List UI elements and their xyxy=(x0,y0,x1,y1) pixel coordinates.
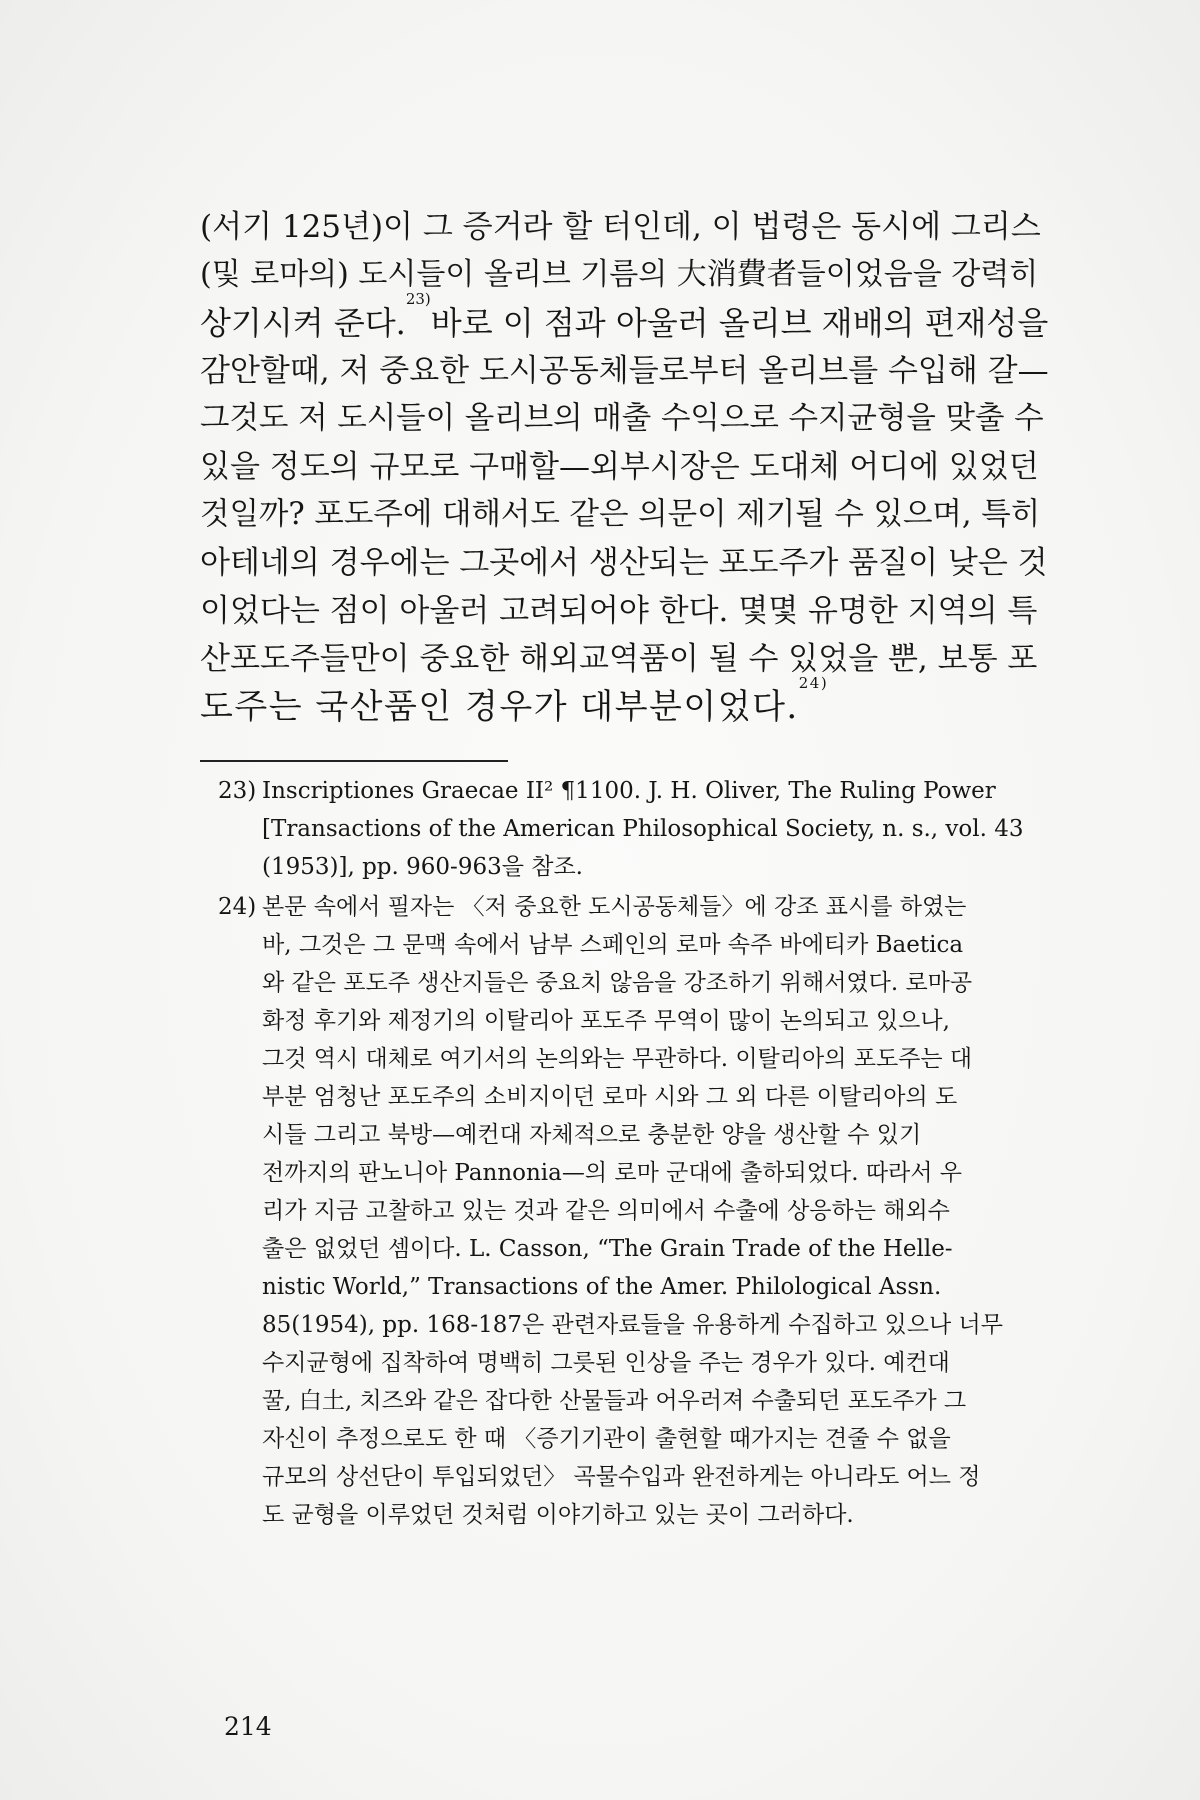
footnote-line: 자신이 추정으로도 한 때 〈증기기관이 출현할 때가지는 견줄 수 없을 xyxy=(262,1426,951,1452)
footnote-line: 시들 그리고 북방—예컨대 자체적으로 충분한 양을 생산할 수 있기 xyxy=(262,1122,922,1148)
footnote-line: [Transactions of the American Philosophical Society, n. s., vol. 43 xyxy=(262,816,1024,842)
footnote-line: 부분 엄청난 포도주의 소비지이던 로마 시와 그 외 다른 이탈리아의 도 xyxy=(262,1084,958,1110)
text-line: 아테네의 경우에는 그곳에서 생산되는 포도주가 품질이 낮은 것 xyxy=(200,545,1048,581)
footnote-number: 23) xyxy=(218,778,257,804)
text-line: (및 로마의) 도시들이 올리브 기름의 大消費者들이었음을 강력히 xyxy=(200,257,1039,292)
text-line xyxy=(200,290,1049,347)
text-line: 것일까? 포도주에 대해서도 같은 의문이 제기될 수 있으며, 특히 xyxy=(200,497,1041,532)
text-line: 산포도주들만이 중요한 해외교역품이 될 수 있었을 뿐, 보통 포 xyxy=(200,641,1038,677)
text-line: (서기 125년)이 그 증거라 할 터인데, 이 법령은 동시에 그리스 xyxy=(200,209,1041,245)
footnote-line: 출은 없었던 셈이다. L. Casson, “The Grain Trade of the Helle- xyxy=(262,1236,953,1262)
footnote-line: 본문 속에서 필자는 〈저 중요한 도시공동체들〉에 강조 표시를 하였는 xyxy=(262,894,967,920)
footnote-24 xyxy=(218,888,1048,1534)
footnote-line: 리가 지금 고찰하고 있는 것과 같은 의미에서 수출에 상응하는 해외수 xyxy=(262,1198,950,1224)
footnote-line: 그것 역시 대체로 여기서의 논의와는 무관하다. 이탈리아의 포도주는 대 xyxy=(262,1046,973,1072)
footnote-line: Inscriptiones Graecae II² ¶1100. J. H. Oliver, The Ruling Power xyxy=(262,778,996,804)
footnote-line: 전까지의 판노니아 Pannonia—의 로마 군대에 출하되었다. 따라서 우 xyxy=(262,1160,963,1186)
footnote-line: 도 균형을 이루었던 것처럼 이야기하고 있는 곳이 그러하다. xyxy=(262,1502,854,1528)
footnote-number: 24) xyxy=(218,894,257,920)
text-line-part: 도주는 국산품인 경우가 대부분이었다. xyxy=(200,687,799,727)
text-line-part: 바로 이 점과 아울러 올리브 재배의 편재성을 xyxy=(430,304,1049,342)
footnote-line: (1953)], pp. 960-963을 참조. xyxy=(262,854,583,880)
footnote-line: 와 같은 포도주 생산지들은 중요치 않음을 강조하기 위해서였다. 로마공 xyxy=(262,970,973,996)
text-line-part: 상기시켜 준다. xyxy=(200,304,406,342)
footnote-divider xyxy=(200,760,508,762)
footnote-line: 화정 후기와 제정기의 이탈리아 포도주 무역이 많이 논의되고 있으나, xyxy=(262,1008,950,1034)
footnote-line: 수지균형에 집착하여 명백히 그릇된 인상을 주는 경우가 있다. 예컨대 xyxy=(262,1350,950,1376)
footnote-line: 바, 그것은 그 문맥 속에서 남부 스페인의 로마 속주 바에티카 Baetica xyxy=(262,932,964,958)
main-text xyxy=(200,203,1048,731)
page-number: 214 xyxy=(224,1712,272,1741)
footnote-23 xyxy=(218,772,1048,886)
text-line: 감안할때, 저 중요한 도시공동체들로부터 올리브를 수입해 갈— xyxy=(200,353,1049,389)
text-line: 그것도 저 도시들이 올리브의 매출 수익으로 수지균형을 맞출 수 xyxy=(200,401,1044,436)
footnote-line: 꿀, 白土, 치즈와 같은 잡다한 산물들과 어우러져 수출되던 포도주가 그 xyxy=(262,1388,967,1414)
footnote-line: nistic World,” Transactions of the Amer. Philological Assn. xyxy=(262,1274,942,1300)
text-line xyxy=(200,674,1048,731)
text-line: 있을 정도의 규모로 구매할—외부시장은 도대체 어디에 있었던 xyxy=(200,449,1039,485)
footnote-ref-24: 24) xyxy=(798,674,829,692)
footnote-ref-23: 23) xyxy=(405,290,431,308)
footnote-line: 85(1954), pp. 168-187은 관련자료들을 유용하게 수집하고 있으나 너무 xyxy=(262,1312,1003,1338)
footnote-line: 규모의 상선단이 투입되었던〉 곡물수입과 완전하게는 아니라도 어느 정 xyxy=(262,1464,981,1490)
footnotes xyxy=(218,772,1048,1536)
text-line: 이었다는 점이 아울러 고려되어야 한다. 몇몇 유명한 지역의 특 xyxy=(200,593,1038,629)
